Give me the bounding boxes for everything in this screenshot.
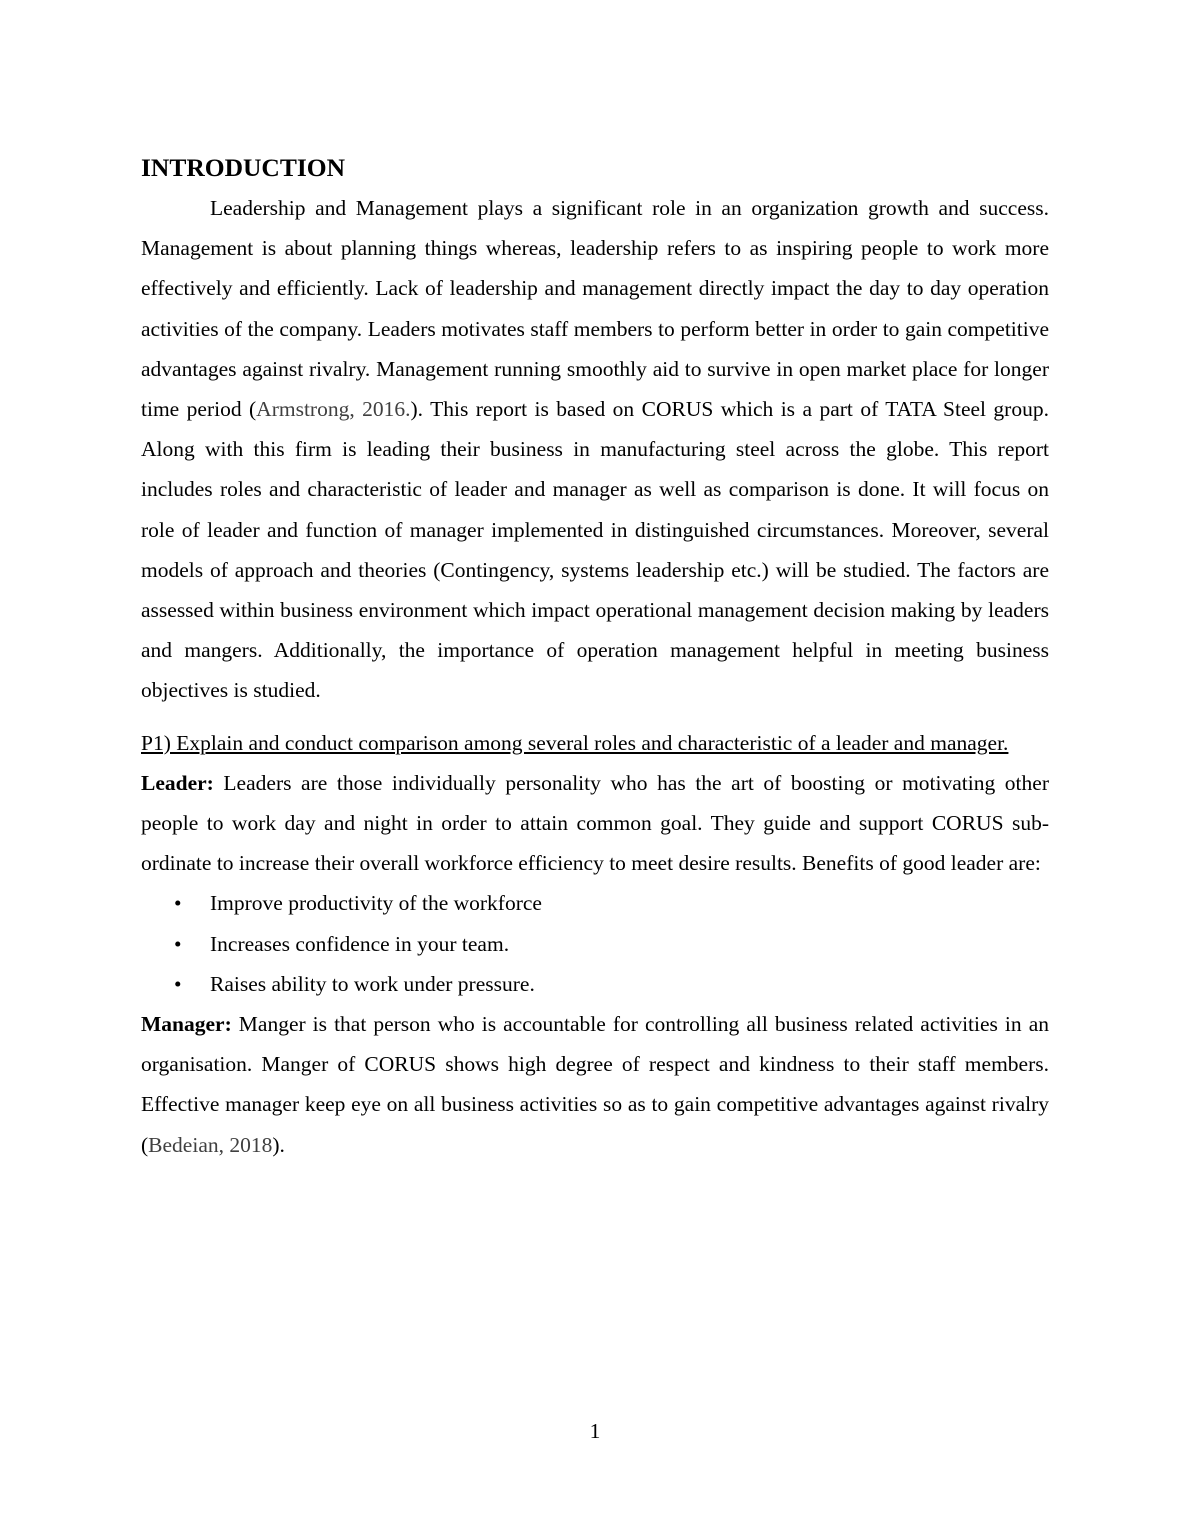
question-heading: P1) Explain and conduct comparison among several roles and characteristic of a leader and manager. xyxy=(141,730,1009,755)
intro-text-part1: Leadership and Management plays a significant role in an organization growth and success. Management is about planning things whereas, leadership refers to as inspiring people to work more effectively and efficiently. Lack of leadership and management directly impact the day to day operation activities of the company. Leaders motivates staff members to perform better in order to gain competitive advantages against rivalry. Management running smoothly aid to survive in open market place for longer time period ( xyxy=(141,196,1049,422)
manager-paragraph xyxy=(141,1004,1049,1165)
bullet-icon: • xyxy=(174,971,182,996)
list-item-text: Raises ability to work under pressure. xyxy=(210,971,535,996)
bullet-icon: • xyxy=(174,931,182,956)
page-number: 1 xyxy=(589,1419,601,1443)
leader-label: Leader: xyxy=(141,770,214,795)
list-item-text: Improve productivity of the workforce xyxy=(210,891,542,916)
intro-citation: Armstrong, 2016. xyxy=(256,397,411,422)
leader-text: Leaders are those individually personality who has the art of boosting or motivating other people to work day and night in order to attain common goal. They guide and support CORUS sub-ordinate to increase their overall workforce efficiency to meet desire results. Benefits of good leader are: xyxy=(141,770,1049,876)
list-item xyxy=(141,924,1049,964)
manager-text-end: ). xyxy=(272,1132,285,1157)
section-heading: INTRODUCTION xyxy=(141,153,346,182)
list-item xyxy=(141,883,1049,923)
list-item-text: Increases confidence in your team. xyxy=(210,931,510,956)
manager-text: Manger is that person who is accountable for controlling all business related activities in an organisation. Manger of CORUS shows high degree of respect and kindness to their staff members. Effective manager keep eye on all business activities so as to gain competitive advantages against rivalry ( xyxy=(141,1012,1049,1157)
intro-paragraph xyxy=(141,188,1049,711)
page-content xyxy=(141,148,1049,1165)
leader-paragraph xyxy=(141,763,1049,884)
benefits-list xyxy=(141,883,1049,1004)
intro-text-part2: ). This report is based on CORUS which is a part of TATA Steel group. Along with this firm is leading their business in manufacturing steel across the globe. This report includes roles and characteristic of leader and manager as well as comparison is done. It will focus on role of leader and function of manager implemented in distinguished circumstances. Moreover, several models of approach and theories (Contingency, systems leadership etc.) will be studied. The factors are assessed within business environment which impact operational management decision making by leaders and mangers. Additionally, the importance of operation management helpful in meeting business objectives is studied. xyxy=(141,397,1049,703)
manager-label: Manager: xyxy=(141,1012,232,1037)
bullet-icon: • xyxy=(174,891,182,916)
manager-citation: Bedeian, 2018 xyxy=(148,1132,273,1157)
list-item xyxy=(141,964,1049,1004)
